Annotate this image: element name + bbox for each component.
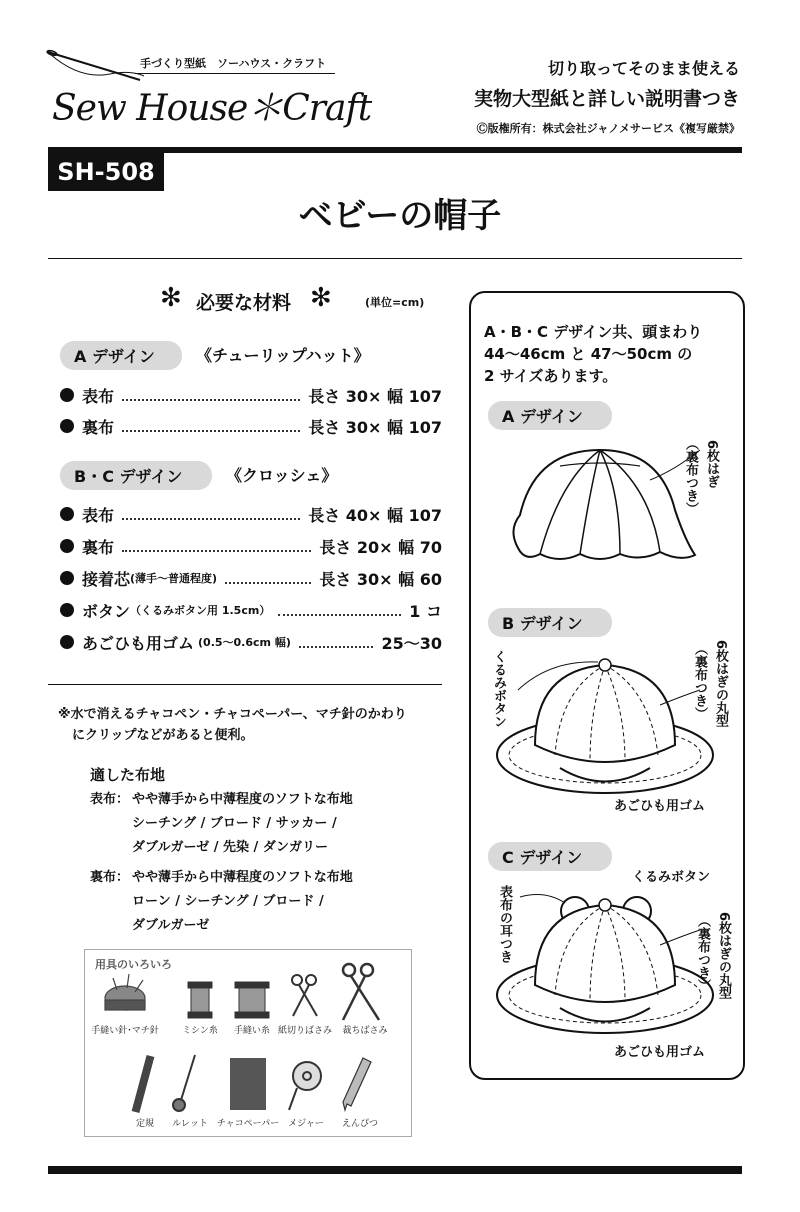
bullet-icon bbox=[60, 507, 74, 521]
material-name: あごひも用ゴム bbox=[82, 633, 195, 653]
panel-design-a-label: A デザイン bbox=[488, 401, 612, 430]
tool-label: チャコペーパー bbox=[216, 1119, 280, 1129]
fabric-lining-line: ダブルガーゼ bbox=[132, 918, 210, 933]
design-a-label: A デザイン bbox=[60, 341, 182, 370]
material-name: 裏布 bbox=[82, 537, 115, 557]
dot-leader bbox=[225, 572, 311, 584]
panel-design-c-label: C デザイン bbox=[488, 842, 612, 871]
asterisk-icon: ✻ bbox=[160, 283, 182, 313]
dot-leader bbox=[278, 604, 401, 616]
chalk-paper-icon bbox=[230, 1058, 266, 1110]
tools-note-1: ※水で消えるチャコペン・チャコペーパー、マチ針のかわり bbox=[58, 707, 407, 722]
material-row bbox=[60, 534, 442, 558]
design-a-name: 《チューリップハット》 bbox=[196, 346, 370, 365]
c-ears-label: 表布の耳つき bbox=[496, 885, 512, 963]
c-elastic-label: あごひも用ゴム bbox=[614, 1045, 706, 1060]
fabric-lining-line: やや薄手から中薄程度のソフトな布地 bbox=[132, 870, 353, 885]
materials-divider bbox=[48, 684, 442, 685]
size-line-1: A・B・C デザイン共、頭まわり bbox=[484, 323, 703, 341]
fabric-scissors-icon bbox=[343, 964, 379, 1020]
bullet-icon bbox=[60, 603, 74, 617]
b-annot-2: （裏布つき） bbox=[691, 642, 707, 720]
materials-heading: 必要な材料 bbox=[196, 292, 292, 314]
material-row bbox=[60, 630, 442, 654]
fabrics-heading: 適した布地 bbox=[90, 766, 166, 784]
sewing-thread-icon bbox=[188, 982, 212, 1018]
bullet-icon bbox=[60, 635, 74, 649]
b-button-label: くるみボタン bbox=[490, 650, 506, 728]
dot-leader bbox=[122, 540, 311, 552]
material-row bbox=[60, 502, 442, 526]
fabric-lining-line: ローン / シーチング / ブロード / bbox=[132, 894, 324, 909]
material-value: 1 コ bbox=[409, 601, 442, 621]
a-annot-1: 6枚はぎ bbox=[703, 440, 719, 489]
material-value: 長さ 30× 幅 60 bbox=[319, 569, 442, 589]
c-annot-2: （裏布つき） bbox=[694, 914, 710, 992]
paper-scissors-icon bbox=[292, 975, 317, 1016]
bullet-icon bbox=[60, 571, 74, 585]
a-annot-2: （裏布つき） bbox=[682, 437, 698, 515]
brand-subtitle-rule bbox=[135, 73, 335, 74]
material-value: 25～30 bbox=[381, 633, 442, 653]
tools-note-2: にクリップなどがあると便利。 bbox=[72, 728, 254, 743]
tool-label: えんぴつ bbox=[341, 1119, 378, 1129]
materials-unit: (単位=cm) bbox=[365, 296, 425, 309]
copyright: Ⓒ版権所有：株式会社ジャノメサービス《複写厳禁》 bbox=[476, 122, 740, 135]
tool-label: ミシン糸 bbox=[182, 1026, 218, 1036]
material-note: (0.5～0.6cm 幅) bbox=[198, 636, 291, 649]
tool-label: ルレット bbox=[172, 1119, 208, 1129]
material-name: 表布 bbox=[82, 386, 115, 406]
material-name: ボタン bbox=[82, 601, 131, 621]
material-name: 接着芯 bbox=[82, 569, 131, 589]
b-annot-1: 6枚はぎの丸型 bbox=[712, 640, 728, 728]
tools-box bbox=[84, 949, 412, 1137]
asterisk-icon: ✻ bbox=[310, 283, 332, 313]
tagline-1: 切り取ってそのまま使える bbox=[547, 59, 740, 78]
fabric-outer-label: 表布： bbox=[90, 792, 130, 807]
bullet-icon bbox=[60, 419, 74, 433]
bullet-icon bbox=[60, 539, 74, 553]
fabric-outer-line: ダブルガーゼ / 先染 / ダンガリー bbox=[132, 840, 328, 855]
tool-label: メジャー bbox=[288, 1119, 324, 1129]
material-value: 長さ 40× 幅 107 bbox=[308, 505, 442, 525]
pin-cushion-icon bbox=[105, 974, 145, 1010]
material-row bbox=[60, 598, 442, 622]
tool-label: 手縫い糸 bbox=[233, 1026, 270, 1036]
measuring-tape-icon bbox=[289, 1062, 321, 1110]
product-title: ベビーの帽子 bbox=[298, 196, 502, 236]
fabric-outer-line: シーチング / ブロード / サッカー / bbox=[132, 816, 337, 831]
design-bc-label: B・C デザイン bbox=[60, 461, 212, 490]
dot-leader bbox=[122, 420, 300, 432]
brand-subtitle: 手づくり型紙 ソーハウス・クラフト bbox=[140, 57, 327, 70]
material-row bbox=[60, 383, 442, 407]
c-button-label: くるみボタン bbox=[632, 870, 711, 885]
tulip-hat-illustration bbox=[480, 430, 740, 590]
c-annot-1: 6枚はぎの丸型 bbox=[715, 912, 731, 1000]
pencil-icon bbox=[343, 1058, 371, 1110]
material-row bbox=[60, 414, 442, 438]
dot-leader bbox=[299, 636, 374, 648]
bottom-thick-rule bbox=[48, 1166, 742, 1174]
bullet-icon bbox=[60, 388, 74, 402]
hand-thread-icon bbox=[235, 982, 269, 1018]
material-value: 長さ 30× 幅 107 bbox=[308, 386, 442, 406]
tools-illustration bbox=[85, 950, 413, 1138]
dot-leader bbox=[122, 508, 300, 520]
brand-wordmark: Sew House＊Craft bbox=[52, 88, 372, 129]
tagline-2: 実物大型紙と詳しい説明書つき bbox=[473, 88, 740, 110]
size-line-3: 2 サイズあります。 bbox=[484, 367, 618, 385]
tool-label: 紙切りばさみ bbox=[277, 1026, 332, 1036]
material-name: 裏布 bbox=[82, 417, 115, 437]
dot-leader bbox=[122, 389, 300, 401]
tool-label: 裁ちばさみ bbox=[342, 1026, 388, 1036]
material-note: （くるみボタン用 1.5cm） bbox=[130, 604, 271, 617]
material-value: 長さ 30× 幅 107 bbox=[308, 417, 442, 437]
panel-design-b-label: B デザイン bbox=[488, 608, 612, 637]
material-value: 長さ 20× 幅 70 bbox=[319, 537, 442, 557]
brand-logo bbox=[40, 40, 372, 140]
ruler-icon bbox=[132, 1055, 155, 1113]
fabric-lining-label: 裏布： bbox=[90, 870, 130, 885]
tools-heading: 用具のいろいろ bbox=[95, 958, 172, 971]
material-note: (薄手～普通程度) bbox=[130, 572, 218, 585]
product-code: SH-508 bbox=[48, 153, 164, 191]
material-row bbox=[60, 566, 442, 590]
tool-label: 定規 bbox=[135, 1119, 154, 1129]
title-rule bbox=[48, 258, 742, 259]
size-line-2: 44～46cm と 47～50cm の bbox=[484, 345, 693, 363]
design-bc-name: 《クロッシェ》 bbox=[226, 466, 338, 485]
tool-label: 手縫い針･マチ針 bbox=[91, 1026, 159, 1036]
tracing-wheel-icon bbox=[173, 1055, 195, 1111]
b-elastic-label: あごひも用ゴム bbox=[614, 799, 706, 814]
fabric-outer-line: やや薄手から中薄程度のソフトな布地 bbox=[132, 792, 353, 807]
material-name: 表布 bbox=[82, 505, 115, 525]
